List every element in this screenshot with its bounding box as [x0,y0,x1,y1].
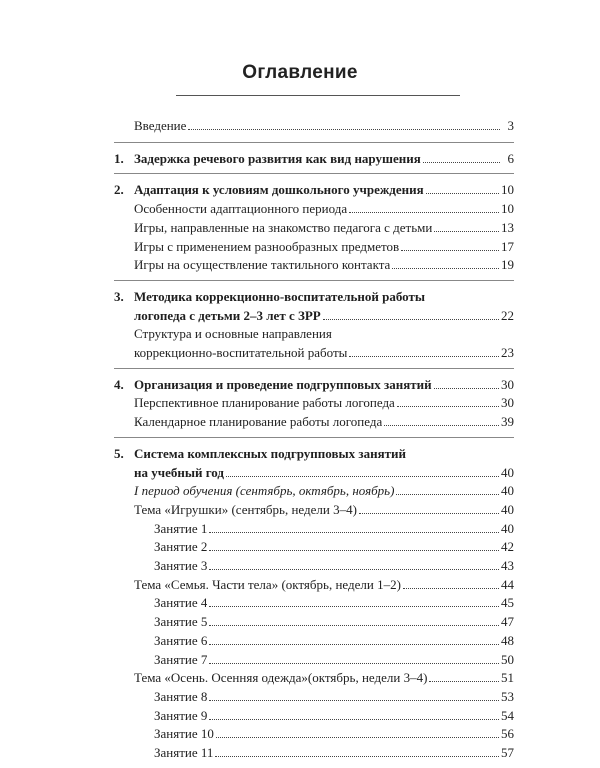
toc-entry-page: 51 [501,670,514,686]
toc-entry[interactable] [114,464,514,483]
toc-entry-title: Перспективное планирование работы логопеда [134,395,395,411]
toc-entry-title: Занятие 5 [154,614,208,630]
toc-entry[interactable] [114,394,514,413]
toc-entry-number: 2. [114,182,124,198]
toc-entry-title: Тема «Семья. Части тела» (октябрь, недели 1–2) [134,576,401,592]
toc-entry-title: Тема «Игрушки» (сентябрь, недели 3–4) [134,501,357,517]
toc-entry-title: Занятие 9 [154,707,208,723]
toc-entry[interactable] [114,669,514,688]
toc-leader-dots [209,700,499,701]
toc-entry-title: Занятие 2 [154,539,208,555]
toc-entry[interactable] [114,256,514,275]
toc-entry-title: Занятие 4 [154,595,208,611]
toc-entry[interactable] [114,576,514,595]
toc-entry-title: логопеда с детьми 2–3 лет с ЗРР [134,307,321,323]
toc-entry[interactable] [114,744,514,763]
toc-section-1 [114,143,514,175]
toc-leader-dots [434,231,499,232]
toc-leader-dots [209,719,499,720]
toc-entry[interactable] [114,482,514,501]
toc-entry[interactable] [114,501,514,520]
toc-entry-title: Игры на осуществление тактильного контакта [134,257,391,273]
toc-entry[interactable] [114,376,514,395]
toc-leader-dots [209,569,499,570]
toc-entry-number: 5. [114,445,124,461]
toc-entry-title: Особенности адаптационного периода [134,201,348,217]
toc-leader-dots [209,532,499,533]
toc-entry-page: 39 [501,414,514,430]
toc-entry-title: Организация и проведение подгрупповых занятий [134,376,432,392]
toc-entry-page: 17 [501,238,514,254]
toc-entry[interactable] [114,613,514,632]
toc-leader-dots [396,494,499,495]
toc-entry-page: 56 [501,726,514,742]
toc-leader-dots [384,425,499,426]
toc-entry-page: 47 [501,614,514,630]
toc-leader-dots [209,644,499,645]
toc-entry-page: 44 [501,576,514,592]
toc-entry-page: 40 [501,483,514,499]
toc-entry-page: 45 [501,595,514,611]
toc-entry-page: 40 [501,520,514,536]
table-of-contents [114,108,514,768]
toc-entry-title: Введение [134,118,187,133]
toc-entry-page: 57 [501,745,514,761]
toc-leader-dots [423,162,500,163]
toc-entry-title: Игры, направленные на знакомство педагога с детьми [134,219,433,235]
toc-entry-title: Занятие 11 [154,745,214,761]
toc-entry-page: 30 [501,395,514,411]
toc-leader-dots [397,406,499,407]
toc-entry[interactable] [114,725,514,744]
toc-entry-title: Система комплексных подгрупповых занятий [134,445,406,461]
toc-entry-title: Тема «Осень. Осенняя одежда»(октябрь, недели 3–4) [134,670,428,686]
toc-entry-page: 10 [501,182,514,198]
toc-entry-title: коррекционно-воспитательной работы [134,345,348,361]
toc-entry-title: I период обучения (сентябрь, октябрь, ноябрь) [134,483,395,499]
toc-entry-page: 10 [501,201,514,217]
toc-entry-intro[interactable] [114,117,514,136]
toc-leader-dots [188,129,500,130]
toc-entry-line[interactable] [114,288,514,307]
toc-entry-title: Занятие 6 [154,632,208,648]
toc-leader-dots [209,663,499,664]
toc-entry-page: 53 [501,688,514,704]
toc-leader-dots [216,737,499,738]
toc-entry-page: 40 [501,501,514,517]
toc-entry[interactable] [114,557,514,576]
toc-entry[interactable] [114,181,514,200]
toc-entry-page: 23 [501,345,514,361]
toc-entry-page: 13 [501,219,514,235]
toc-leader-dots [209,606,499,607]
toc-entry-page: 22 [501,307,514,323]
toc-entry-line[interactable] [114,325,514,344]
toc-entry-title: Занятие 10 [154,726,214,742]
toc-entry-line[interactable] [114,445,514,464]
toc-entry-page: 30 [501,376,514,392]
toc-entry[interactable] [114,688,514,707]
toc-leader-dots [349,212,499,213]
toc-entry-page: 40 [501,464,514,480]
toc-entry[interactable] [114,344,514,363]
toc-leader-dots [209,550,499,551]
toc-entry-number: 4. [114,376,124,392]
toc-entry-page: 54 [501,707,514,723]
toc-entry[interactable] [114,307,514,326]
toc-entry-title: Календарное планирование работы логопеда [134,414,383,430]
toc-entry-title: Задержка речевого развития как вид нарушения [134,150,421,166]
toc-entry[interactable] [114,520,514,539]
toc-entry-title: Методика коррекционно-воспитательной работы [134,288,426,304]
toc-entry-page: 42 [501,539,514,555]
toc-section-4 [114,369,514,438]
toc-leader-dots [323,319,499,320]
toc-entry-page: 50 [501,651,514,667]
toc-entry[interactable] [114,651,514,670]
toc-entry[interactable] [114,632,514,651]
toc-entry[interactable] [114,150,514,169]
toc-entry-title: Занятие 1 [154,520,208,536]
toc-leader-dots [426,193,499,194]
toc-entry[interactable] [114,413,514,432]
toc-entry-number: 3. [114,288,124,304]
toc-leader-dots [401,250,499,251]
toc-entry-title: на учебный год [134,464,225,480]
toc-intro-section [114,108,514,143]
toc-entry-title: Занятие 3 [154,558,208,574]
title-divider [176,95,460,96]
toc-entry-number: 1. [114,150,124,166]
page-title: Оглавление [242,62,358,83]
toc-entry-title: Занятие 7 [154,651,208,667]
toc-entry-title: Занятие 8 [154,688,208,704]
toc-entry-page: 19 [501,257,514,273]
toc-entry-page: 6 [507,150,514,166]
toc-leader-dots [226,476,499,477]
toc-entry[interactable] [114,538,514,557]
toc-entry[interactable] [114,200,514,219]
toc-leader-dots [349,356,499,357]
toc-section-3 [114,281,514,369]
toc-entry[interactable] [114,594,514,613]
toc-entry-title: Адаптация к условиям дошкольного учреждения [134,182,424,198]
toc-section-2 [114,174,514,281]
toc-entry[interactable] [114,707,514,726]
toc-entry[interactable] [114,219,514,238]
toc-leader-dots [209,625,499,626]
toc-entry-page: 48 [501,632,514,648]
toc-section-5 [114,438,514,768]
toc-leader-dots [215,756,499,757]
toc-leader-dots [434,388,499,389]
toc-entry-title: Игры с применением разнообразных предметов [134,238,400,254]
toc-entry[interactable] [114,238,514,257]
toc-leader-dots [429,681,499,682]
toc-entry-page: 3 [507,118,514,133]
toc-leader-dots [392,268,499,269]
toc-leader-dots [359,513,499,514]
toc-entry-page: 43 [501,558,514,574]
toc-leader-dots [403,588,499,589]
toc-entry-title: Структура и основные направления [134,326,332,342]
